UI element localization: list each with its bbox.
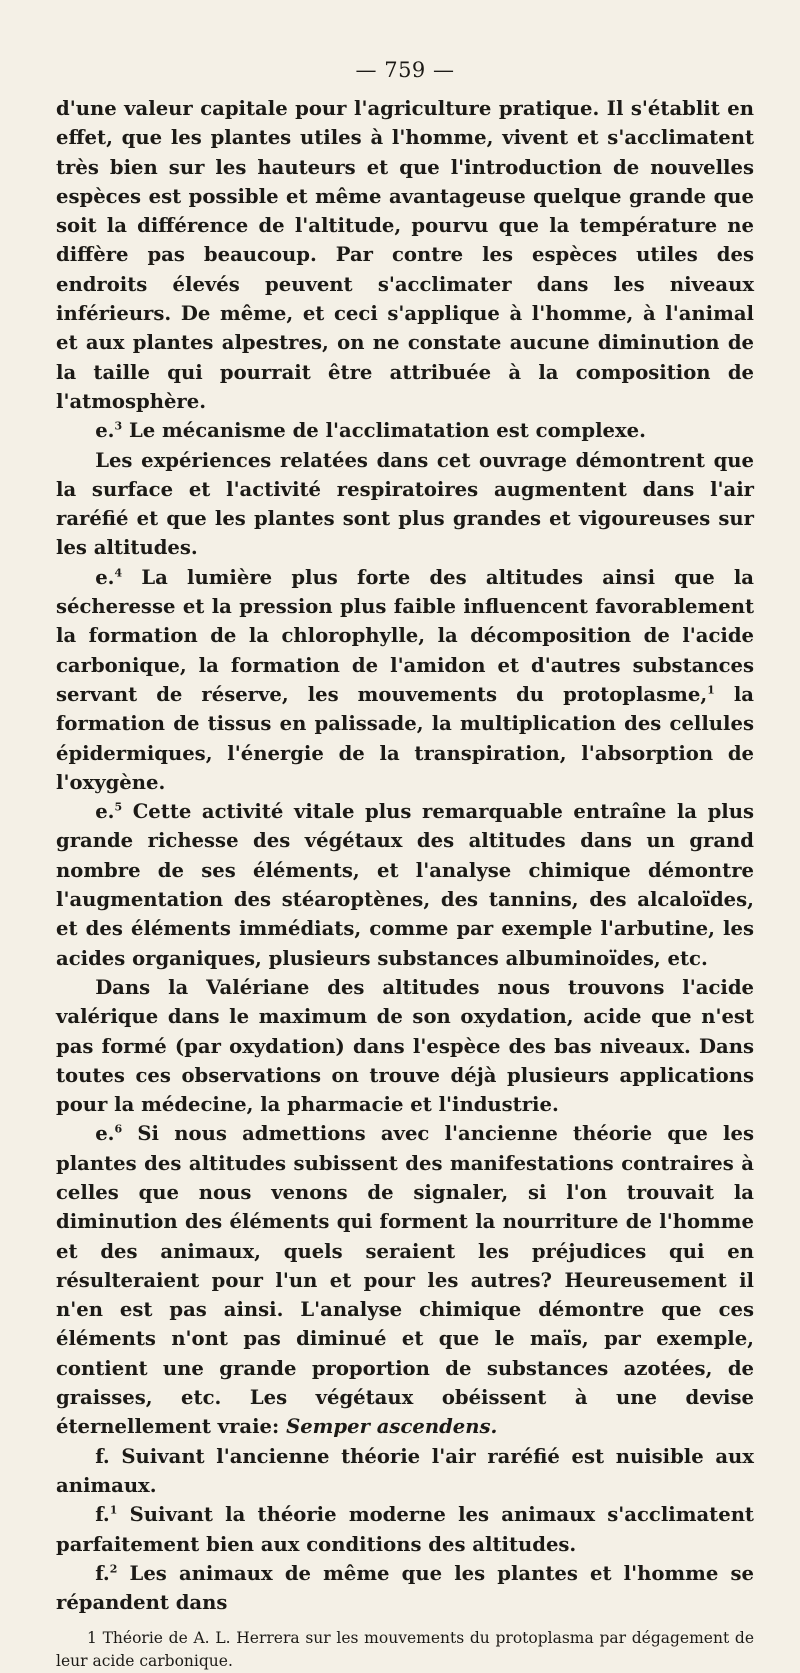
item-label: e.	[95, 800, 115, 824]
paragraph-text: la formation de tissus en palissade, la multiplication des cellules épidermiques, l'énergie de la transpiration, l'absorption de l'oxygène.	[56, 682, 754, 794]
footnote-text: Théorie de A. L. Herrera sur les mouvements du protoplasma par dégagement de leur acide carbonique.	[56, 1629, 754, 1671]
item-label: e.	[95, 1122, 115, 1146]
footnote-marker: 1	[87, 1629, 97, 1648]
paragraph: Dans la Valériane des altitudes nous trouvons l'acide valérique dans le maximum de son oxydation, acide que n'est pas formé (par oxydation) dans l'espèce des bas niveaux. Dans toutes ces observations on trouve déjà plusieurs applications pour la médecine, la pharmacie et l'industrie.	[56, 975, 754, 1117]
paragraph-text: Si nous admettions avec l'ancienne théorie que les plantes des altitudes subissent des manifestations contraires à celles que nous venons de signaler, si l'on trouvait la diminution des éléments qui forment la nourriture de l'homme et des animaux, quels seraient les préjudices qui en résulteraient pour l'un et pour les autres? Heureusement il n'en est pas ainsi. L'analyse chimique démontre que ces éléments n'ont pas diminué et que le maïs, par exemple, contient une grande proportion de substances azotées, de graisses, etc. Les végétaux obéissent à une devise éternellement vraie:	[56, 1122, 754, 1439]
item-number: 6	[114, 1122, 123, 1136]
footnote	[56, 1627, 754, 1673]
item-label: e.	[95, 565, 115, 589]
paragraph-text: Suivant la théorie moderne les animaux s'acclimatent parfaitement bien aux conditions des altitudes.	[56, 1503, 754, 1556]
page-number: — 759 —	[355, 58, 455, 82]
paragraph-text: Le mécanisme de l'acclimatation est complexe.	[122, 419, 646, 443]
body-text	[56, 94, 754, 1617]
paragraph-e3	[56, 416, 754, 445]
item-label: f.	[95, 1561, 110, 1585]
item-number: 2	[109, 1562, 118, 1576]
item-number: 1	[109, 1503, 118, 1517]
paragraph-f2	[56, 1559, 754, 1618]
paragraph-f	[56, 1442, 754, 1501]
paragraph-text: La lumière plus forte des altitudes ainsi que la sécheresse et la pression plus faible influencent favorablement la formation de la chlorophylle, la décomposition de l'acide carbonique, la formation de l'amidon et d'autres substances servant de réserve, les mouvements du protoplasme,	[56, 565, 754, 706]
paragraph: Les expériences relatées dans cet ouvrage démontrent que la surface et l'activité respiratoires augmentent dans l'air raréfié et que les plantes sont plus grandes et vigoureuses sur les altitudes.	[56, 448, 754, 560]
paragraph-f1	[56, 1500, 754, 1559]
paragraph-text: Suivant l'ancienne théorie l'air raréfié est nuisible aux animaux.	[56, 1444, 754, 1497]
item-label: f.	[95, 1503, 110, 1527]
paragraph-e5	[56, 797, 754, 973]
footnotes	[56, 1627, 754, 1673]
footnote-reference: 1	[707, 683, 715, 697]
paragraph-text: Cette activité vitale plus remarquable entraîne la plus grande richesse des végétaux des altitudes dans un grand nombre de ses éléments, et l'analyse chimique démontre l'augmentation des stéaroptènes, des tannins, des alcaloïdes, et des éléments immédiats, comme par exemple l'arbutine, les acides organiques, plusieurs substances albuminoïdes, etc.	[56, 800, 754, 970]
item-label: e.	[95, 419, 115, 443]
paragraph-text: Les animaux de même que les plantes et l'homme se répandent dans	[56, 1561, 754, 1615]
latin-motto: Semper ascendens.	[286, 1415, 498, 1439]
paragraph-e4	[56, 563, 754, 797]
paragraph-e6	[56, 1119, 754, 1441]
item-number: 4	[114, 566, 123, 580]
document-page	[56, 58, 754, 1673]
item-number: 3	[114, 419, 123, 433]
item-label: f.	[95, 1444, 110, 1468]
paragraph: d'une valeur capitale pour l'agriculture pratique. Il s'établit en effet, que les plantes utiles à l'homme, vivent et s'acclimatent très bien sur les hauteurs et que l'introduction de nouvelles espèces est possible et même avantageuse quelque grande que soit la différence de l'altitude, pourvu que la température ne diffère pas beaucoup. Par contre les espèces utiles des endroits élevés peuvent s'acclimater dans les niveaux inférieurs. De même, et ceci s'applique à l'homme, à l'animal et aux plantes alpestres, on ne constate aucune diminution de la taille qui pourrait être attribuée à la composition de l'atmosphère.	[56, 97, 754, 413]
item-number: 5	[114, 800, 123, 814]
